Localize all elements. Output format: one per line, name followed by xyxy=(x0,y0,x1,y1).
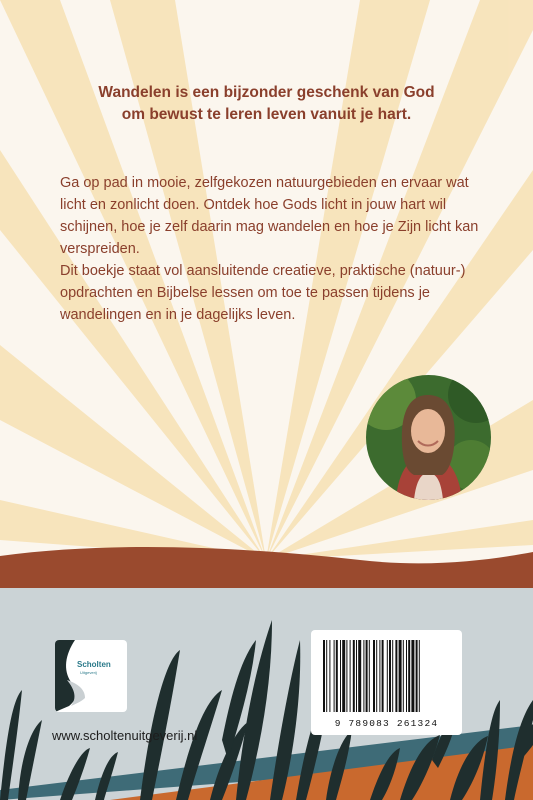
publisher-logo-sub: Uitgeverij xyxy=(80,670,97,675)
barcode-bar xyxy=(403,640,404,712)
barcode-bar xyxy=(350,640,351,712)
tagline xyxy=(60,82,473,126)
description-paragraph-1: Ga op pad in mooie, zelfgekozen natuurgebieden en ervaar wat licht en zonlicht doen. Ontdek hoe Gods licht in jouw hart wil schijnen, hoe je zelf daarin mag wandelen en hoe je Zijn licht kan verspreiden. xyxy=(60,175,479,257)
barcode-bar xyxy=(366,640,368,712)
barcode-bar xyxy=(369,640,370,712)
barcode-bar xyxy=(336,640,338,712)
barcode-bar xyxy=(419,640,420,712)
barcode-bar xyxy=(340,640,341,712)
barcode-bar xyxy=(363,640,364,712)
barcode-bar xyxy=(334,640,335,712)
barcode-bar xyxy=(382,640,384,712)
barcode-bar xyxy=(399,640,402,712)
barcode-bar xyxy=(392,640,393,712)
barcode-bar xyxy=(342,640,345,712)
barcode-bar xyxy=(353,640,355,712)
author-photo xyxy=(366,375,491,500)
barcode-bars xyxy=(323,640,451,712)
barcode-bar xyxy=(408,640,410,712)
barcode-bar xyxy=(346,640,347,712)
description-paragraph-2: Dit boekje staat vol aansluitende creatieve, praktische (natuur-) opdrachten en Bijbelse lessen om toe te passen tijdens je wandelingen en in je dagelijks leven. xyxy=(60,263,466,323)
isbn-number: 9 789083 261324 xyxy=(334,718,439,729)
barcode-bar xyxy=(326,640,327,712)
publisher-logo-name: Scholten xyxy=(77,660,111,669)
barcode-bar xyxy=(406,640,407,712)
publisher-website: www.scholtenuitgeverij.nl xyxy=(52,728,198,743)
barcode-bar xyxy=(395,640,397,712)
tagline-line-1: Wandelen is een bijzonder geschenk van God xyxy=(98,84,435,101)
isbn-barcode xyxy=(311,630,462,735)
barcode-bar xyxy=(379,640,380,712)
barcode-bar xyxy=(358,640,361,712)
tagline-line-2: om bewust te leren leven vanuit je hart. xyxy=(121,106,412,123)
barcode-bar xyxy=(373,640,375,712)
barcode-bar xyxy=(329,640,330,712)
barcode-bar xyxy=(416,640,418,712)
publisher-logo xyxy=(55,640,127,712)
barcode-bar xyxy=(323,640,325,712)
barcode-bar xyxy=(376,640,377,712)
barcode-bar xyxy=(411,640,414,712)
barcode-bar xyxy=(387,640,388,712)
barcode-bar xyxy=(389,640,391,712)
barcode-bar xyxy=(356,640,357,712)
